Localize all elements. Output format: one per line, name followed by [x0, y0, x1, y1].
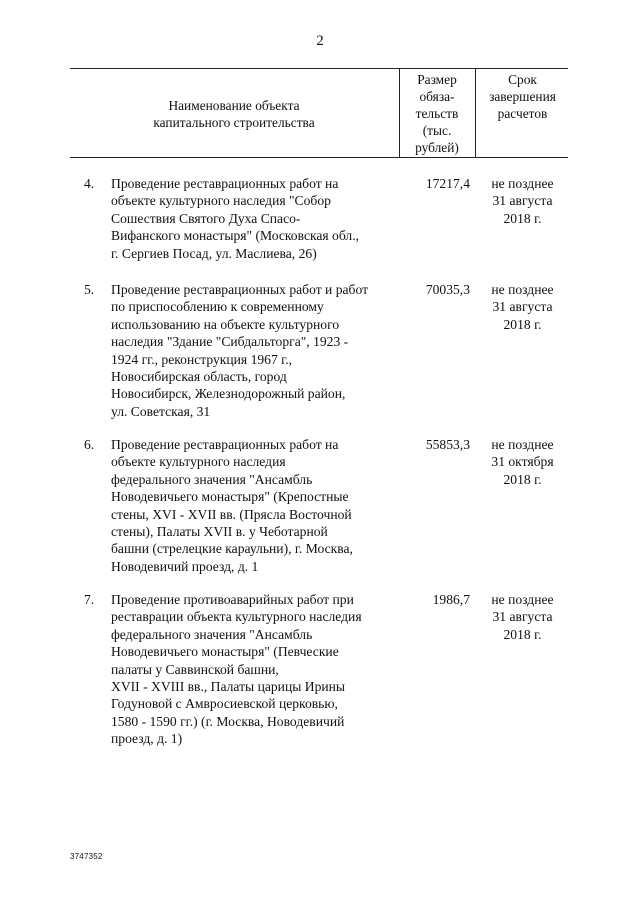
- page-number: 2: [316, 33, 324, 49]
- obligation-amount: 17217,4: [425, 176, 470, 191]
- object-name-line: ул. Советская, 31: [111, 403, 211, 419]
- object-name-line: Проведение реставрационных работ на: [111, 176, 339, 191]
- obligation-amount: 1986,7: [432, 592, 470, 607]
- header-amount: [400, 71, 474, 156]
- settlement-deadline: [477, 175, 568, 227]
- object-name-line: Новодевичьего монастыря" (Крепостные: [111, 489, 349, 505]
- object-name: [111, 436, 401, 575]
- object-name-line: объекте культурного наследия "Собор: [111, 193, 331, 209]
- object-name-line: 1580 - 1590 гг.) (г. Москва, Новодевичий: [111, 713, 345, 729]
- deadline-line: 31 октября: [491, 454, 554, 470]
- object-name-line: проезд, д. 1): [111, 731, 183, 747]
- object-name-line: Проведение реставрационных работ и работ: [111, 282, 369, 297]
- settlement-deadline: [477, 436, 568, 488]
- row-number: 4.: [84, 176, 95, 191]
- object-name: [111, 591, 401, 748]
- header-amount-line: (тыс.: [422, 123, 452, 138]
- deadline-line: не позднее: [491, 592, 554, 607]
- deadline-line: 31 августа: [492, 609, 553, 625]
- deadline-line: 2018 г.: [503, 316, 542, 332]
- object-name-line: стены), Палаты XVII в. у Чеботарной: [111, 524, 328, 540]
- header-top-rule: [70, 68, 568, 69]
- header-amount-line: рублей): [415, 140, 459, 155]
- object-name-line: Проведение реставрационных работ на: [111, 437, 339, 452]
- header-bottom-rule: [70, 157, 568, 158]
- deadline-line: 31 августа: [492, 299, 553, 315]
- deadline-line: 2018 г.: [503, 471, 542, 487]
- header-deadline-line: расчетов: [497, 106, 548, 121]
- settlement-deadline: [477, 591, 568, 643]
- deadline-column-divider: [475, 68, 476, 157]
- object-name-line: Новосибирская область, город: [111, 369, 287, 385]
- header-amount-line: Размер: [417, 72, 457, 87]
- deadline-line: 31 августа: [492, 193, 553, 209]
- object-name-line: Новодевичьего монастыря" (Певческие: [111, 644, 339, 660]
- object-name-line: реставрации объекта культурного наследия: [111, 609, 362, 625]
- deadline-line: не позднее: [491, 282, 554, 297]
- header-deadline-line: Срок: [508, 72, 537, 87]
- row-number: 6.: [84, 437, 95, 452]
- deadline-line: не позднее: [491, 437, 554, 452]
- deadline-line: 2018 г.: [503, 210, 542, 226]
- header-deadline: [477, 71, 568, 122]
- header-name-line: Наименование объекта: [168, 98, 300, 113]
- header-name-line: капитального строительства: [153, 115, 315, 130]
- object-name-line: наследия "Здание "Сибдальторга", 1923 -: [111, 334, 349, 350]
- object-name-line: Сошествия Святого Духа Спасо-: [111, 210, 301, 226]
- object-name-line: по приспособлению к современному: [111, 299, 324, 315]
- header-name: [70, 97, 398, 131]
- header-deadline-line: завершения: [489, 89, 556, 104]
- object-name-line: стены, XVI - XVII вв. (Прясла Восточной: [111, 506, 352, 522]
- object-name-line: Вифанского монастыря" (Московская обл.,: [111, 228, 360, 244]
- object-name-line: г. Сергиев Посад, ул. Маслиева, 26): [111, 245, 317, 261]
- deadline-line: не позднее: [491, 176, 554, 191]
- object-name-line: башни (стрелецкие караульни), г. Москва,: [111, 541, 353, 557]
- object-name-line: палаты у Саввинской башни,: [111, 661, 279, 677]
- object-name-line: Новодевичий проезд, д. 1: [111, 558, 259, 574]
- header-amount-line: тельств: [415, 106, 459, 121]
- object-name-line: Годуновой с Амвросиевской церковью,: [111, 696, 338, 712]
- object-name-line: федерального значения "Ансамбль: [111, 626, 313, 642]
- header-amount-line: обяза-: [419, 89, 455, 104]
- row-number: 7.: [84, 592, 95, 607]
- object-name-line: Проведение противоаварийных работ при: [111, 592, 354, 607]
- object-name: [111, 281, 401, 420]
- object-name-line: 1924 гг., реконструкция 1967 г.,: [111, 351, 292, 367]
- object-name-line: Новосибирск, Железнодорожный район,: [111, 386, 346, 402]
- obligation-amount: 70035,3: [425, 282, 470, 297]
- object-name-line: объекте культурного наследия: [111, 454, 286, 470]
- object-name: [111, 175, 401, 262]
- document-id: 3747352: [70, 852, 103, 861]
- obligation-amount: 55853,3: [425, 437, 470, 452]
- object-name-line: федерального значения "Ансамбль: [111, 471, 313, 487]
- object-name-line: использованию на объекте культурного: [111, 316, 340, 332]
- object-name-line: XVII - XVIII вв., Палаты царицы Ирины: [111, 679, 346, 695]
- settlement-deadline: [477, 281, 568, 333]
- deadline-line: 2018 г.: [503, 626, 542, 642]
- row-number: 5.: [84, 282, 95, 297]
